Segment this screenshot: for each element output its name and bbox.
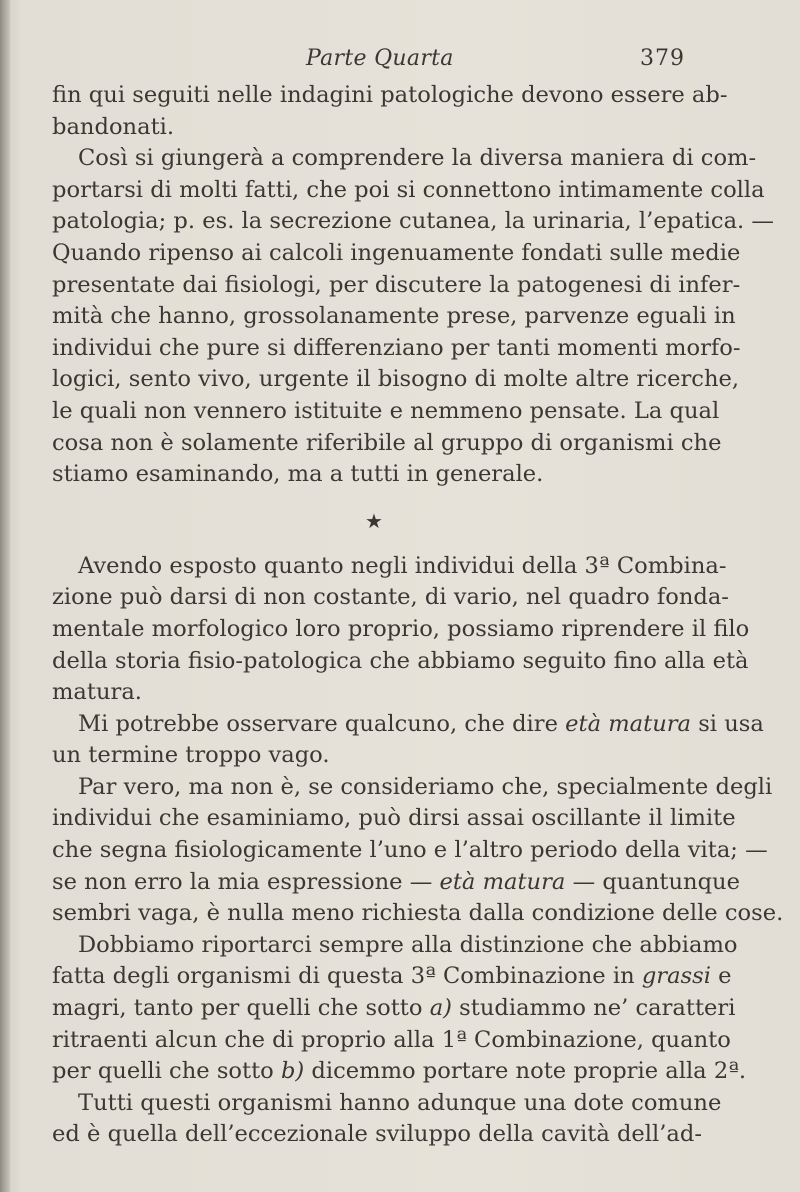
running-header xyxy=(0,46,800,76)
text-line: portarsi di molti fatti, che poi si connettono intimamente colla xyxy=(52,176,765,203)
text-line: mentale morfologico loro proprio, possiamo riprendere il filo xyxy=(52,615,750,642)
text-line: della storia fisio-patologica che abbiamo seguito fino alla età xyxy=(52,647,749,674)
text-line: ritraenti alcun che di proprio alla 1ª Combinazione, quanto xyxy=(52,1026,731,1053)
text-line: per quelli che sotto b) dicemmo portare note proprie alla 2ª. xyxy=(52,1058,747,1085)
text-line: fatta degli organismi di questa 3ª Combinazione in grassi e xyxy=(52,963,732,990)
text-line: stiamo esaminando, ma a tutti in generale. xyxy=(52,461,544,488)
text-line: Par vero, ma non è, se consideriamo che, specialmente degli xyxy=(78,773,773,800)
body-text xyxy=(52,80,784,1151)
book-spine-shadow xyxy=(0,0,10,1192)
text-line: che segna fisiologicamente l’uno e l’altro periodo della vita; — xyxy=(52,837,768,864)
text-line: individui che pure si differenziano per tanti momenti morfo- xyxy=(52,334,741,361)
text-line: Quando ripenso ai calcoli ingenuamente fondati sulle medie xyxy=(52,239,741,266)
text-line: presentate dai fisiologi, per discutere la patogenesi di infer- xyxy=(52,271,741,298)
text-line: Tutti questi organismi hanno adunque una dote comune xyxy=(78,1089,722,1116)
text-line: Dobbiamo riportarci sempre alla distinzione che abbiamo xyxy=(78,931,738,958)
text-line: Mi potrebbe osservare qualcuno, che dire età matura si usa xyxy=(78,710,764,737)
text-line: logici, sento vivo, urgente il bisogno di molte altre ricerche, xyxy=(52,366,740,393)
text-line: cosa non è solamente riferibile al gruppo di organismi che xyxy=(52,429,722,456)
text-line: matura. xyxy=(52,679,142,706)
text-line: le quali non vennero istituite e nemmeno pensate. La qual xyxy=(52,397,720,424)
text-line: magri, tanto per quelli che sotto a) studiammo ne’ caratteri xyxy=(52,995,736,1022)
text-line: mità che hanno, grossolanamente prese, parvenze eguali in xyxy=(52,303,736,330)
text-line: ed è quella dell’eccezionale sviluppo della cavità dell’ad- xyxy=(52,1121,703,1148)
text-line: zione può darsi di non costante, di vario, nel quadro fonda- xyxy=(52,584,729,611)
star-icon: ★ xyxy=(365,508,383,533)
text-line: Avendo esposto quanto negli individui della 3ª Combina- xyxy=(78,552,727,579)
text-line: un termine troppo vago. xyxy=(52,742,330,769)
text-line: fin qui seguiti nelle indagini patologiche devono essere ab- xyxy=(52,82,728,108)
running-title: Parte Quarta xyxy=(306,46,454,71)
text-line: Così si giungerà a comprendere la diversa maniera di com- xyxy=(78,145,757,172)
page-number: 379 xyxy=(640,46,685,71)
text-line: se non erro la mia espressione — età matura — quantunque xyxy=(52,868,740,895)
text-line: patologia; p. es. la secrezione cutanea, la urinaria, l’epatica. — xyxy=(52,208,775,235)
text-line: individui che esaminiamo, può dirsi assai oscillante il limite xyxy=(52,805,736,832)
text-line: bandonati. xyxy=(52,113,175,140)
text-line: sembri vaga, è nulla meno richiesta dalla condizione delle cose. xyxy=(52,900,784,927)
